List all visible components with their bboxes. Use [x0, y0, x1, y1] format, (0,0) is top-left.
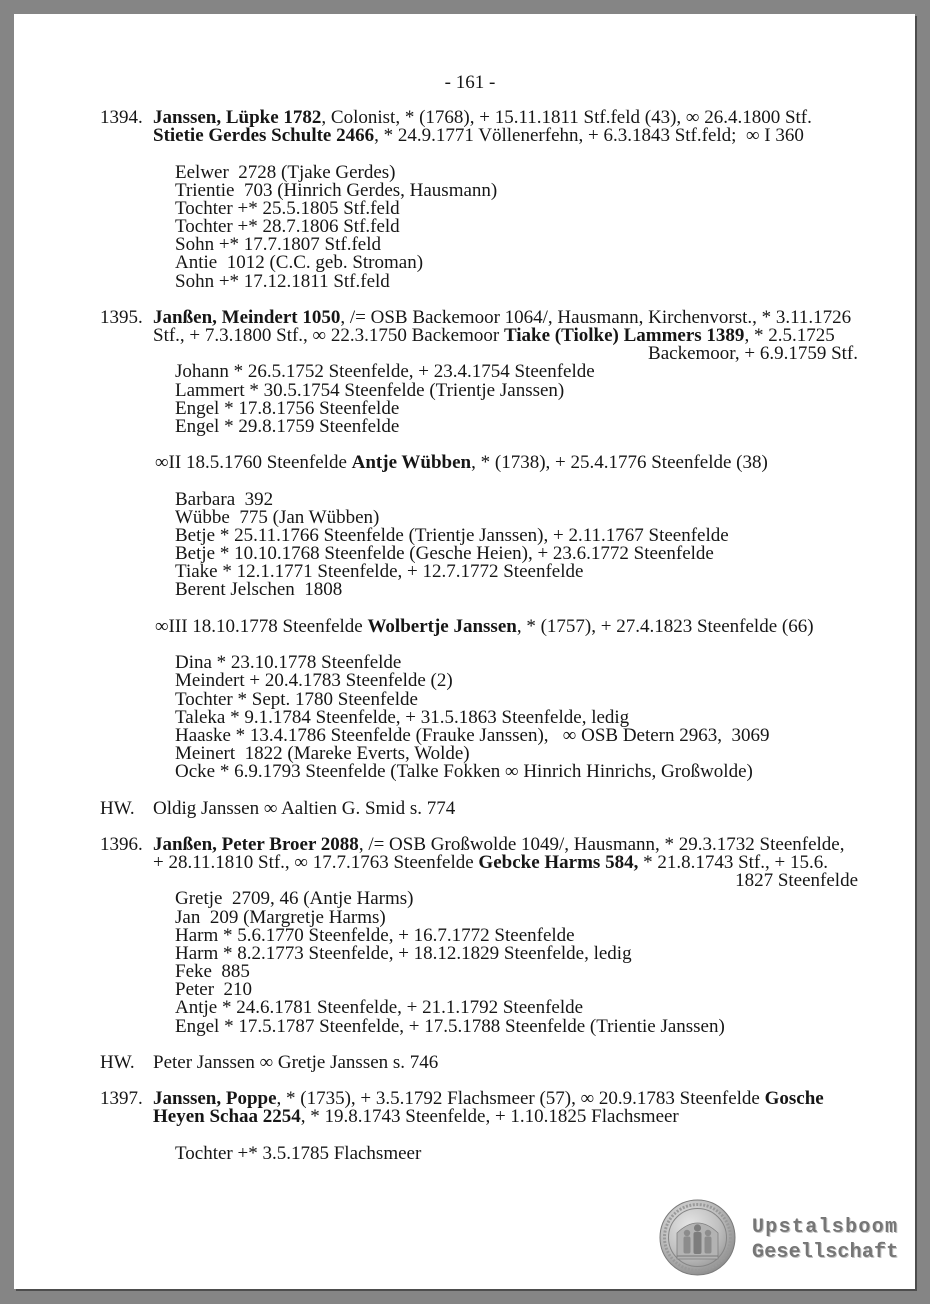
document-page [14, 14, 915, 1289]
child-line: Tochter +* 25.5.1805 Stf.feld [175, 197, 400, 219]
entry-number: 1395. [100, 306, 143, 328]
page-number: - 161 - [444, 72, 496, 93]
entry-heading-line [14, 127, 915, 145]
spacer [14, 145, 915, 163]
entry-text: , Colonist, * (1768), + 15.11.1811 Stf.feld (43), ∞ 26.4.1800 Stf. [321, 107, 812, 128]
child-line: Feke 885 [175, 961, 250, 983]
hw-label: HW. [100, 797, 135, 819]
entry-text: , * (1735), + 3.5.1792 Flachsmeer (57), ∞ 20.9.1783 Steenfelde [276, 1088, 765, 1110]
hw-text: Oldig Janssen ∞ Aaltien G. Smid s. 774 [153, 797, 456, 819]
child-line: Dina * 23.10.1778 Steenfelde [175, 652, 402, 674]
child-line: Engel * 17.8.1756 Steenfelde [175, 397, 400, 419]
entry-heading-line [14, 1108, 915, 1126]
child-line: Engel * 17.5.1787 Steenfelde, + 17.5.1788 Steenfelde (Trientie Janssen) [175, 1015, 725, 1037]
child-line: Tochter +* 3.5.1785 Flachsmeer [175, 1142, 422, 1164]
entry-text: Stf., + 7.3.1800 Stf., ∞ 22.3.1750 Backemoor [153, 325, 504, 347]
entry-text: + 28.11.1810 Stf., ∞ 17.7.1763 Steenfelde [153, 852, 479, 874]
entry-number: 1396. [100, 833, 143, 855]
child-line: Johann * 26.5.1752 Steenfelde, + 23.4.1754 Steenfelde [175, 361, 595, 383]
child-line: Engel * 29.8.1759 Steenfelde [175, 415, 400, 437]
child-line: Wübbe 775 (Jan Wübben) [175, 506, 380, 528]
spacer [14, 636, 915, 654]
entry-heading-continuation: 1827 Steenfelde [735, 870, 858, 892]
hw-line [14, 797, 915, 819]
spacer [14, 1036, 915, 1054]
publisher-name-line1: Upstalsboom [752, 1216, 899, 1239]
child-line: Eelwer 2728 (Tjake Gerdes) [175, 161, 396, 183]
spouse-name: Stietie Gerdes Schulte 2466 [153, 125, 375, 147]
child-line: Betje * 10.10.1768 Steenfelde (Gesche Heien), + 23.6.1772 Steenfelde [175, 543, 714, 565]
child-line: Haaske * 13.4.1786 Steenfelde (Frauke Janssen), ∞ OSB Detern 2963, 3069 [175, 724, 770, 746]
child-line: Harm * 5.6.1770 Steenfelde, + 16.7.1772 Steenfelde [175, 924, 575, 946]
entry-text: , /= OSB Backemoor 1064/, Hausmann, Kirchenvorst., * 3.11.1726 [340, 306, 852, 328]
marriage-heading [14, 615, 915, 637]
spacer [14, 1127, 915, 1145]
child-line: Tochter +* 28.7.1806 Stf.feld [175, 216, 400, 238]
child-line: Betje * 25.11.1766 Steenfelde (Trientje Janssen), + 2.11.1767 Steenfelde [175, 524, 729, 546]
child-line: Lammert * 30.5.1754 Steenfelde (Trientje Janssen) [175, 379, 565, 401]
child-line: Gretje 2709, 46 (Antje Harms) [175, 888, 414, 910]
child-line: Tiake * 12.1.1771 Steenfelde, + 12.7.1772 Steenfelde [175, 561, 584, 583]
entry-number: 1397. [100, 1088, 143, 1110]
child-line: Taleka * 9.1.1784 Steenfelde, + 31.5.1863 Steenfelde, ledig [175, 706, 630, 728]
hw-text: Peter Janssen ∞ Gretje Janssen s. 746 [153, 1051, 439, 1073]
entry-text: * 21.8.1743 Stf., + 15.6. [638, 852, 828, 874]
child-line: Berent Jelschen 1808 [175, 579, 343, 601]
entry-number: 1394. [100, 107, 143, 128]
spacer [14, 472, 915, 490]
entry-text: , * 19.8.1743 Steenfelde, + 1.10.1825 Flachsmeer [300, 1106, 679, 1128]
child-line: Antie 1012 (C.C. geb. Stroman) [175, 252, 424, 274]
entry-heading-continuation: Backemoor, + 6.9.1759 Stf. [648, 343, 858, 365]
child-line: Harm * 8.2.1773 Steenfelde, + 18.12.1829 Steenfelde, ledig [175, 942, 632, 964]
person-name: Janssen, Lüpke 1782 [153, 107, 322, 128]
genealogy-entries [14, 109, 915, 1163]
entry-text: , /= OSB Großwolde 1049/, Hausmann, * 29.3.1732 Steenfelde, [358, 833, 845, 855]
marriage-text: , * (1738), + 25.4.1776 Steenfelde (38) [471, 452, 768, 474]
person-name: Janssen, Poppe [153, 1088, 277, 1110]
child-line: Meindert + 20.4.1783 Steenfelde (2) [175, 670, 453, 692]
child-line: Sohn +* 17.12.1811 Stf.feld [175, 270, 390, 292]
publisher-name-line2: Gesellschaft [752, 1241, 899, 1264]
child-line: Barbara 392 [175, 488, 274, 510]
entry-text: , * 2.5.1725 [744, 325, 835, 347]
entry-text: , * 24.9.1771 Völlenerfehn, + 6.3.1843 Stf.feld; ∞ I 360 [374, 125, 804, 147]
spacer [14, 781, 915, 799]
marriage-text: ∞III 18.10.1778 Steenfelde [155, 615, 368, 637]
spouse-name: Tiake (Tiolke) Lammers 1389 [503, 325, 745, 347]
person-name: Janßen, Meindert 1050 [153, 306, 341, 328]
child-line: Jan 209 (Margretje Harms) [175, 906, 386, 928]
child-line: Sohn +* 17.7.1807 Stf.feld [175, 234, 381, 256]
child-line: Trientie 703 (Hinrich Gerdes, Hausmann) [175, 179, 498, 201]
child-line: Tochter * Sept. 1780 Steenfelde [175, 688, 418, 710]
marriage-text: ∞II 18.5.1760 Steenfelde [155, 452, 352, 474]
spouse-name: Antje Wübben [351, 452, 472, 474]
spouse-name: Wolbertje Janssen [367, 615, 517, 637]
spouse-name: Heyen Schaa 2254 [153, 1106, 301, 1128]
spouse-name: Gebcke Harms 584, [478, 852, 639, 874]
person-name: Janßen, Peter Broer 2088 [153, 833, 359, 855]
marriage-text: , * (1757), + 27.4.1823 Steenfelde (66) [516, 615, 814, 637]
spouse-name: Gosche [764, 1088, 824, 1110]
hw-line [14, 1051, 915, 1073]
child-line: Peter 210 [175, 979, 253, 1001]
hw-label: HW. [100, 1051, 135, 1073]
child-line: Antje * 24.6.1781 Steenfelde, + 21.1.1792 Steenfelde [175, 997, 584, 1019]
seal-image [659, 1199, 736, 1276]
child-line: Meinert 1822 (Mareke Everts, Wolde) [175, 743, 470, 765]
child-line: Ocke * 6.9.1793 Steenfelde (Talke Fokken ∞ Hinrich Hinrichs, Großwolde) [175, 761, 753, 783]
marriage-heading [14, 454, 915, 472]
